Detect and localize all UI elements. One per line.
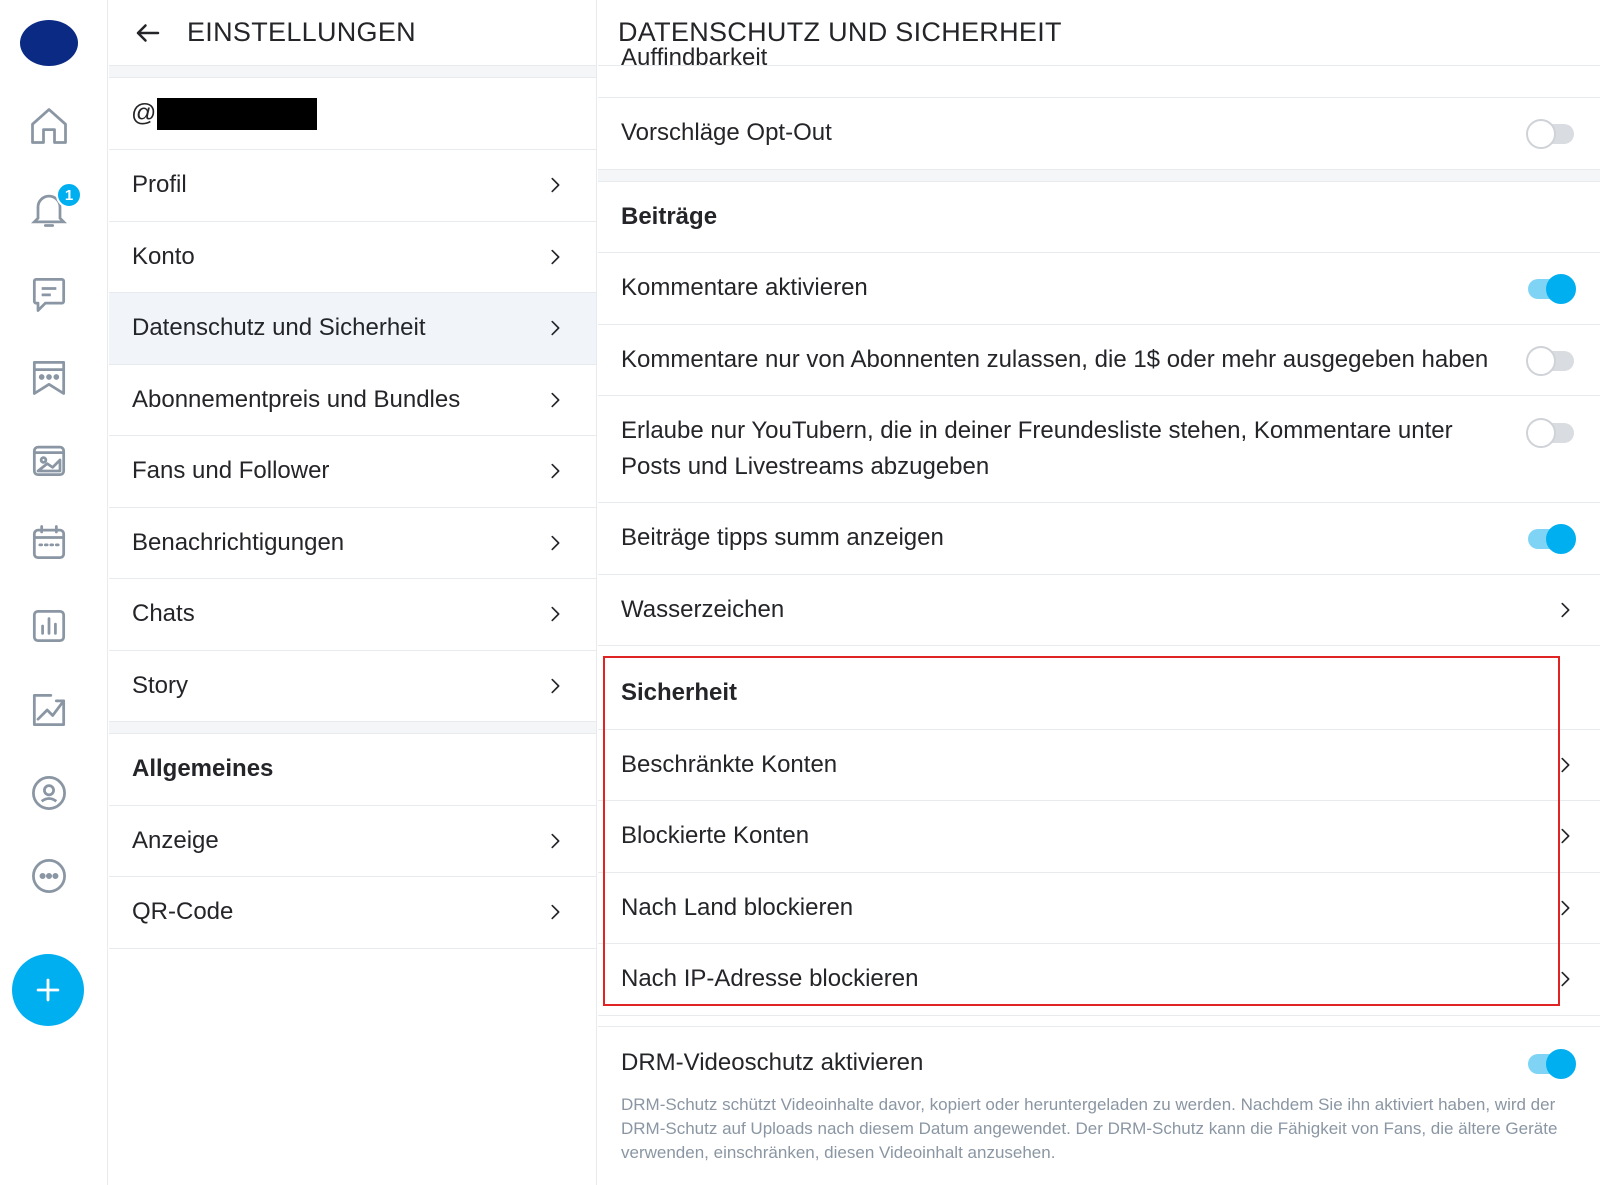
post-setting-row (598, 503, 1600, 575)
settings-item-datenschutz-und-sicherheit[interactable] (109, 293, 596, 365)
security-item-label: Blockierte Konten (621, 822, 810, 850)
plus-icon (31, 973, 65, 1007)
profile-icon[interactable] (26, 770, 72, 816)
drm-label: DRM-Videoschutz aktivieren (621, 1048, 924, 1076)
chevron-right-icon (544, 389, 566, 411)
discoverability-row (598, 44, 1600, 98)
spacer (598, 646, 1600, 658)
settings-item-profil[interactable] (109, 150, 596, 222)
post-setting-label: Beiträge tipps summ anzeigen (621, 524, 944, 552)
post-setting-toggle[interactable] (1526, 346, 1576, 374)
arrow-left-icon (133, 18, 163, 48)
chevron-right-icon (544, 460, 566, 482)
security-item-nach-land-blockieren[interactable] (598, 873, 1600, 945)
post-setting-row (598, 253, 1600, 325)
security-item-label: Nach IP-Adresse blockieren (621, 965, 919, 993)
settings-header (109, 0, 596, 66)
post-setting-row (598, 325, 1600, 397)
post-setting-label: Erlaube nur YouTubern, die in deiner Freundesliste stehen, Kommentare unter Posts und Livestreams abzugeben (621, 417, 1453, 480)
discoverability-label: Auffindbarkeit (621, 44, 768, 71)
calendar-icon[interactable] (26, 520, 72, 566)
settings-item-konto[interactable] (109, 222, 596, 294)
username-row (109, 78, 596, 150)
post-setting-toggle[interactable] (1526, 524, 1576, 552)
panel-title: DATENSCHUTZ UND SICHERHEIT (618, 17, 1062, 47)
chevron-right-icon (1554, 897, 1576, 919)
post-setting-toggle[interactable] (1526, 274, 1576, 302)
chevron-right-icon (1554, 599, 1576, 621)
analytics-icon[interactable] (26, 687, 72, 733)
chevron-right-icon (1554, 825, 1576, 847)
chevron-right-icon (544, 675, 566, 697)
statistics-icon[interactable] (26, 603, 72, 649)
post-setting-label: Kommentare nur von Abonnenten zulassen, die 1$ oder mehr ausgegeben haben (621, 345, 1489, 373)
security-list (598, 730, 1600, 1016)
security-item-label: Beschränkte Konten (621, 750, 838, 778)
settings-item-fans-und-follower[interactable] (109, 436, 596, 508)
collections-icon[interactable] (26, 354, 72, 400)
notification-badge: 1 (56, 182, 82, 208)
general-list (109, 806, 596, 949)
settings-item-label: Fans und Follower (132, 457, 330, 485)
settings-item-label: Story (132, 671, 189, 699)
watermark-row[interactable] (598, 575, 1600, 647)
settings-item-label: Anzeige (132, 826, 219, 854)
settings-item-story[interactable] (109, 651, 596, 723)
chevron-right-icon (544, 532, 566, 554)
chevron-right-icon (1554, 754, 1576, 776)
suggestions-opt-out-label: Vorschläge Opt-Out (621, 119, 832, 147)
back-button[interactable] (109, 0, 187, 66)
security-item-blockierte-konten[interactable] (598, 801, 1600, 873)
settings-item-abonnementpreis-und-bundles[interactable] (109, 365, 596, 437)
settings-item-chats[interactable] (109, 579, 596, 651)
home-icon[interactable] (26, 103, 72, 149)
settings-item-label: Datenschutz und Sicherheit (132, 314, 426, 342)
chevron-right-icon (544, 603, 566, 625)
user-avatar[interactable] (20, 20, 78, 66)
chevron-right-icon (1554, 968, 1576, 990)
page-title: EINSTELLUNGEN (187, 17, 416, 47)
suggestions-opt-out-row (598, 98, 1600, 170)
post-setting-toggle[interactable] (1526, 418, 1576, 446)
security-item-nach-ip-adresse-blockieren[interactable] (598, 944, 1600, 1016)
redacted-username (157, 98, 317, 130)
drm-section (598, 1026, 1600, 1165)
message-icon[interactable] (26, 271, 72, 317)
settings-item-label: Konto (132, 242, 195, 270)
suggestions-opt-out-toggle[interactable] (1526, 119, 1576, 147)
vault-icon[interactable] (26, 437, 72, 483)
security-item-beschränkte-konten[interactable] (598, 730, 1600, 802)
more-icon[interactable] (26, 853, 72, 899)
divider (109, 66, 596, 78)
username-prefix: @ (131, 99, 157, 127)
drm-toggle[interactable] (1526, 1049, 1576, 1077)
drm-description: DRM-Schutz schützt Videoinhalte davor, kopiert oder heruntergeladen zu werden. Nachdem Sie ihn aktiviert haben, wird der DRM-Schutz auf Uploads nach diesem Datum angewendet. Der DRM-Schutz kann die Fähigkeit von Fans, die ältere Geräte verwenden, einschränken, diesen Videoinhalt anzusehen. (621, 1094, 1558, 1162)
posts-list (598, 253, 1600, 575)
chevron-right-icon (544, 901, 566, 923)
settings-list (109, 150, 596, 722)
settings-item-label: QR-Code (132, 898, 234, 926)
settings-menu (109, 0, 597, 1185)
post-setting-label: Kommentare aktivieren (621, 274, 868, 302)
post-setting-row (598, 396, 1600, 503)
settings-item-anzeige[interactable] (109, 806, 596, 878)
security-heading: Sicherheit (598, 658, 1600, 730)
settings-item-label: Chats (132, 600, 195, 628)
divider (109, 722, 596, 734)
icon-sidebar (0, 0, 108, 1185)
settings-item-label: Abonnementpreis und Bundles (132, 385, 461, 413)
chevron-right-icon (544, 246, 566, 268)
divider (598, 170, 1600, 182)
chevron-right-icon (544, 317, 566, 339)
security-item-label: Nach Land blockieren (621, 893, 854, 921)
settings-item-benachrichtigungen[interactable] (109, 508, 596, 580)
posts-heading: Beiträge (598, 182, 1600, 254)
chevron-right-icon (544, 830, 566, 852)
settings-item-qr-code[interactable] (109, 877, 596, 949)
new-post-button[interactable] (12, 954, 84, 1026)
settings-item-label: Benachrichtigungen (132, 528, 345, 556)
chevron-right-icon (544, 174, 566, 196)
privacy-panel (598, 0, 1600, 1185)
watermark-label: Wasserzeichen (621, 595, 785, 623)
settings-item-label: Profil (132, 171, 187, 199)
general-heading: Allgemeines (109, 734, 596, 806)
